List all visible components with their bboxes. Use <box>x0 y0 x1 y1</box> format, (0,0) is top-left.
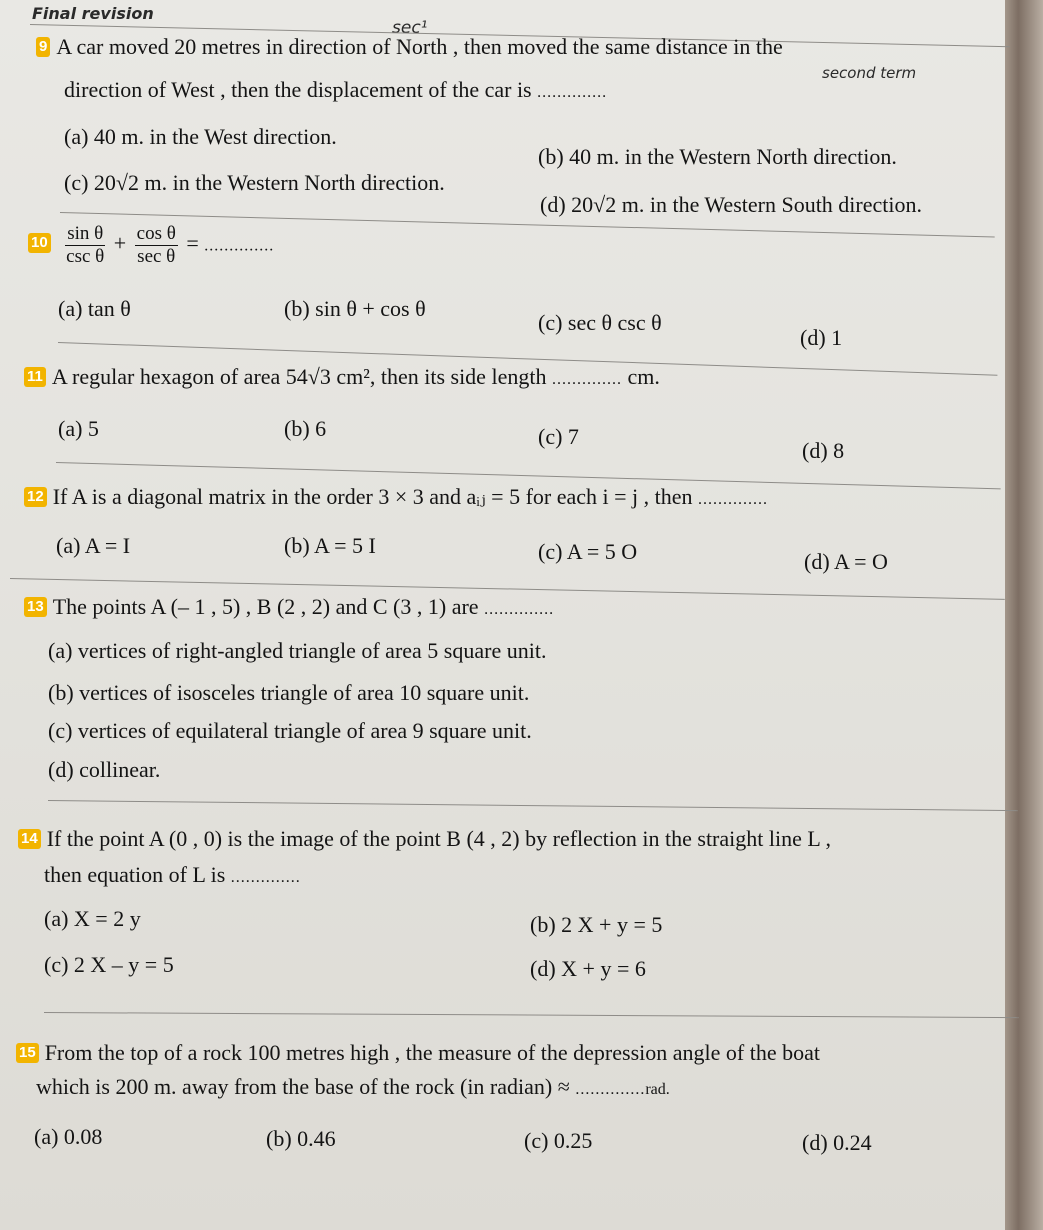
q11-text: A regular hexagon of area 54√3 cm², then its side length <box>51 364 547 389</box>
q10-frac1-den: csc θ <box>66 245 105 267</box>
q10-blank: .............. <box>204 237 275 255</box>
q11-unit: cm. <box>627 364 660 389</box>
q9-number: 9 <box>36 37 50 57</box>
q11-option-b: (b) 6 <box>284 416 327 441</box>
q11-option-a: (a) 5 <box>58 416 99 441</box>
q15-text-2: which is 200 m. away from the base of the rock (in radian) ≈ <box>36 1074 570 1099</box>
background-edge <box>1005 0 1043 1230</box>
q12-number: 12 <box>24 487 47 507</box>
header-term: second term <box>822 64 917 82</box>
q14-number: 14 <box>18 829 41 849</box>
q15-line1 <box>16 1040 820 1066</box>
q9-line1 <box>36 34 783 60</box>
q10-fraction-2 <box>135 223 178 268</box>
q14-line1 <box>18 826 831 852</box>
q10-frac1-num: sin θ <box>67 223 104 244</box>
q9-option-a: (a) 40 m. in the West direction. <box>64 124 337 149</box>
q14-option-a: (a) X = 2 y <box>44 906 141 931</box>
q12-text: If A is a diagonal matrix in the order 3 × 3 and aᵢⱼ = 5 for each i = j , then <box>52 484 693 509</box>
q11-option-d: (d) 8 <box>802 438 845 463</box>
q10-equals: = <box>186 230 199 256</box>
q13-option-d: (d) collinear. <box>48 757 161 782</box>
q10-option-c: (c) sec θ csc θ <box>538 310 662 335</box>
q11-option-c: (c) 7 <box>538 424 579 449</box>
q10-fraction-1 <box>65 223 105 268</box>
q15-option-d: (d) 0.24 <box>802 1130 872 1155</box>
q15-option-c: (c) 0.25 <box>524 1128 593 1153</box>
q13-option-c: (c) vertices of equilateral triangle of area 9 square unit. <box>48 718 532 743</box>
q14-option-d: (d) X + y = 6 <box>530 956 646 981</box>
q9-blank: .............. <box>537 84 608 101</box>
q13-option-a: (a) vertices of right-angled triangle of area 5 square unit. <box>48 638 547 663</box>
q9-line2 <box>64 77 607 103</box>
q10-option-d: (d) 1 <box>800 325 843 350</box>
q10-frac2-den: sec θ <box>137 245 176 267</box>
q13-question <box>24 594 554 620</box>
q15-option-b: (b) 0.46 <box>266 1126 336 1151</box>
q9-text-2: direction of West , then the displacement of the car is <box>64 77 532 102</box>
q13-number: 13 <box>24 597 47 617</box>
q14-line2 <box>44 862 301 888</box>
q13-text: The points A (– 1 , 5) , B (2 , 2) and C (3 , 1) are <box>52 594 479 619</box>
q14-text: If the point A (0 , 0) is the image of the point B (4 , 2) by reflection in the straight line L , <box>46 826 831 851</box>
q10-frac2-num: cos θ <box>136 223 176 244</box>
q10-option-b: (b) sin θ + cos θ <box>284 296 426 321</box>
q13-option-b: (b) vertices of isosceles triangle of area 10 square unit. <box>48 680 530 705</box>
q15-text: From the top of a rock 100 metres high , the measure of the depression angle of the boat <box>44 1040 820 1065</box>
q14-text-2: then equation of L is <box>44 862 226 887</box>
q12-blank: .............. <box>698 491 769 508</box>
q12-option-c: (c) A = 5 O <box>538 539 638 564</box>
q12-option-d: (d) A = O <box>804 549 888 574</box>
q11-question <box>24 364 660 390</box>
q14-option-b: (b) 2 X + y = 5 <box>530 912 663 937</box>
q10-plus: + <box>113 230 127 256</box>
q15-blank: .............. <box>575 1081 646 1098</box>
q15-line2 <box>36 1074 670 1100</box>
q15-option-a: (a) 0.08 <box>34 1124 103 1149</box>
q15-number: 15 <box>16 1043 39 1063</box>
q14-option-c: (c) 2 X – y = 5 <box>44 952 174 977</box>
q13-blank: .............. <box>484 601 555 618</box>
q10-expression <box>28 223 274 268</box>
q12-option-b: (b) A = 5 I <box>284 533 376 558</box>
q9-option-d: (d) 20√2 m. in the Western South direction. <box>540 192 923 217</box>
q9-option-b: (b) 40 m. in the Western North direction. <box>538 144 897 169</box>
q10-option-a: (a) tan θ <box>58 296 131 321</box>
q11-number: 11 <box>24 367 46 387</box>
q15-unit: rad. <box>645 1081 670 1098</box>
q14-blank: .............. <box>230 869 301 886</box>
q10-number: 10 <box>28 233 51 253</box>
header-section: sec¹ <box>392 18 428 38</box>
q9-option-c: (c) 20√2 m. in the Western North direction. <box>64 170 445 195</box>
q9-text: A car moved 20 metres in direction of North , then moved the same distance in the <box>56 34 783 59</box>
q12-option-a: (a) A = I <box>56 533 131 558</box>
header-title: Final revision <box>32 4 154 23</box>
q11-blank: .............. <box>551 371 622 388</box>
q12-question <box>24 484 768 510</box>
